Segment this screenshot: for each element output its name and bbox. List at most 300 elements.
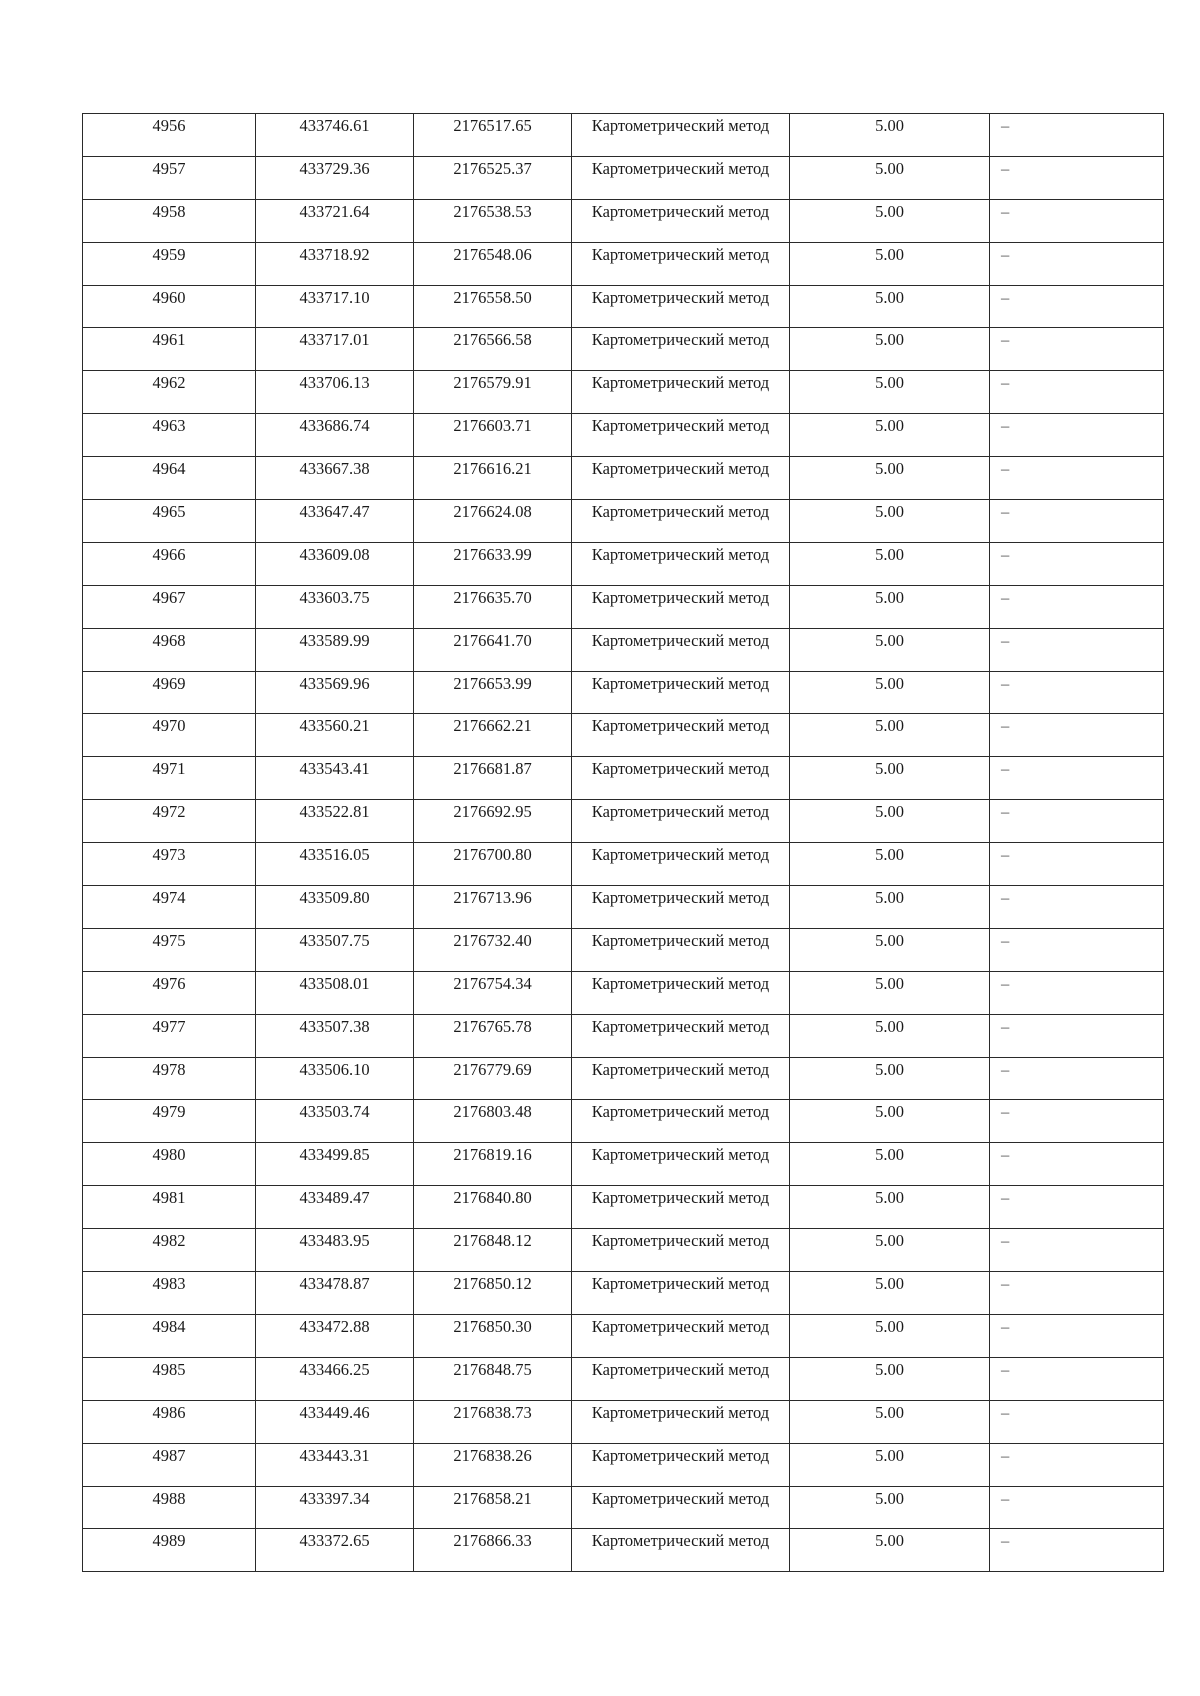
- y-coordinate-cell: [414, 800, 572, 843]
- y-coordinate-cell: [414, 199, 572, 242]
- note-cell: [990, 457, 1164, 500]
- y-coordinate-cell: [414, 1443, 572, 1486]
- x-coordinate-cell-text: 433686.74: [299, 416, 370, 436]
- method-cell: [572, 1272, 790, 1315]
- accuracy-cell-text: 5.00: [875, 1359, 904, 1379]
- y-coordinate-cell-text: 2176866.33: [453, 1531, 532, 1551]
- point-number-cell: [83, 371, 256, 414]
- x-coordinate-cell: [256, 843, 414, 886]
- note-cell-text: –: [1001, 201, 1010, 221]
- method-cell: [572, 628, 790, 671]
- x-coordinate-cell: [256, 414, 414, 457]
- y-coordinate-cell: [414, 242, 572, 285]
- accuracy-cell-text: 5.00: [875, 973, 904, 993]
- y-coordinate-cell: [414, 156, 572, 199]
- note-cell: [990, 156, 1164, 199]
- method-cell-text: Картометрический метод: [591, 759, 770, 779]
- method-cell: [572, 714, 790, 757]
- y-coordinate-cell-text: 2176819.16: [453, 1145, 532, 1165]
- note-cell: [990, 671, 1164, 714]
- method-cell: [572, 371, 790, 414]
- y-coordinate-cell-text: 2176635.70: [453, 587, 532, 607]
- method-cell-text: Картометрический метод: [591, 716, 770, 736]
- accuracy-cell-text: 5.00: [875, 502, 904, 522]
- point-number-cell-text: 4956: [152, 116, 186, 135]
- point-number-cell: [83, 585, 256, 628]
- accuracy-cell: [790, 1014, 990, 1057]
- accuracy-cell: [790, 1143, 990, 1186]
- x-coordinate-cell: [256, 457, 414, 500]
- method-cell-text: Картометрический метод: [591, 630, 770, 650]
- method-cell-text: Картометрический метод: [591, 116, 770, 135]
- point-number-cell-text: 4972: [152, 802, 186, 822]
- table-row: [83, 1057, 1164, 1100]
- point-number-cell: [83, 1143, 256, 1186]
- accuracy-cell: [790, 1486, 990, 1529]
- table-row: [83, 1272, 1164, 1315]
- point-number-cell: [83, 285, 256, 328]
- y-coordinate-cell: [414, 500, 572, 543]
- table-row: [83, 1314, 1164, 1357]
- x-coordinate-cell: [256, 500, 414, 543]
- x-coordinate-cell: [256, 886, 414, 929]
- y-coordinate-cell: [414, 886, 572, 929]
- method-cell-text: Картометрический метод: [591, 287, 770, 307]
- method-cell-text: Картометрический метод: [591, 1359, 770, 1379]
- method-cell: [572, 1443, 790, 1486]
- method-cell: [572, 457, 790, 500]
- method-cell: [572, 542, 790, 585]
- accuracy-cell: [790, 114, 990, 157]
- accuracy-cell-text: 5.00: [875, 1059, 904, 1079]
- y-coordinate-cell-text: 2176653.99: [453, 673, 532, 693]
- point-number-cell-text: 4973: [152, 845, 186, 865]
- method-cell-text: Картометрический метод: [591, 1145, 770, 1165]
- accuracy-cell: [790, 800, 990, 843]
- y-coordinate-cell-text: 2176848.75: [453, 1359, 532, 1379]
- accuracy-cell-text: 5.00: [875, 1445, 904, 1465]
- method-cell: [572, 1486, 790, 1529]
- accuracy-cell: [790, 199, 990, 242]
- method-cell-text: Картометрический метод: [591, 930, 770, 950]
- point-number-cell: [83, 628, 256, 671]
- table-row: [83, 1443, 1164, 1486]
- method-cell-text: Картометрический метод: [591, 1231, 770, 1251]
- point-number-cell: [83, 928, 256, 971]
- x-coordinate-cell: [256, 714, 414, 757]
- table-row: [83, 800, 1164, 843]
- note-cell: [990, 1186, 1164, 1229]
- accuracy-cell-text: 5.00: [875, 459, 904, 479]
- method-cell-text: Картометрический метод: [591, 673, 770, 693]
- coordinates-table-body: [83, 114, 1164, 1572]
- x-coordinate-cell: [256, 114, 414, 157]
- point-number-cell-text: 4965: [152, 502, 186, 522]
- y-coordinate-cell-text: 2176538.53: [453, 201, 532, 221]
- method-cell: [572, 328, 790, 371]
- point-number-cell-text: 4961: [152, 330, 186, 350]
- accuracy-cell-text: 5.00: [875, 544, 904, 564]
- point-number-cell-text: 4957: [152, 158, 186, 178]
- point-number-cell: [83, 242, 256, 285]
- y-coordinate-cell-text: 2176558.50: [453, 287, 532, 307]
- note-cell-text: –: [1001, 673, 1010, 693]
- y-coordinate-cell: [414, 1057, 572, 1100]
- point-number-cell: [83, 1272, 256, 1315]
- y-coordinate-cell-text: 2176858.21: [453, 1488, 532, 1508]
- x-coordinate-cell-text: 433507.75: [299, 930, 370, 950]
- point-number-cell-text: 4980: [152, 1145, 186, 1165]
- y-coordinate-cell-text: 2176850.30: [453, 1316, 532, 1336]
- point-number-cell: [83, 1443, 256, 1486]
- y-coordinate-cell-text: 2176641.70: [453, 630, 532, 650]
- y-coordinate-cell: [414, 971, 572, 1014]
- accuracy-cell: [790, 242, 990, 285]
- accuracy-cell-text: 5.00: [875, 759, 904, 779]
- x-coordinate-cell-text: 433507.38: [299, 1016, 370, 1036]
- point-number-cell: [83, 500, 256, 543]
- table-row: [83, 928, 1164, 971]
- x-coordinate-cell: [256, 671, 414, 714]
- y-coordinate-cell: [414, 757, 572, 800]
- table-row: [83, 371, 1164, 414]
- x-coordinate-cell-text: 433516.05: [299, 845, 370, 865]
- point-number-cell-text: 4968: [152, 630, 186, 650]
- point-number-cell-text: 4981: [152, 1188, 186, 1208]
- point-number-cell: [83, 800, 256, 843]
- point-number-cell-text: 4989: [152, 1531, 186, 1551]
- point-number-cell-text: 4971: [152, 759, 186, 779]
- x-coordinate-cell: [256, 1400, 414, 1443]
- point-number-cell: [83, 1229, 256, 1272]
- y-coordinate-cell-text: 2176848.12: [453, 1231, 532, 1251]
- table-row: [83, 500, 1164, 543]
- x-coordinate-cell: [256, 1443, 414, 1486]
- x-coordinate-cell-text: 433503.74: [299, 1102, 370, 1122]
- point-number-cell-text: 4969: [152, 673, 186, 693]
- point-number-cell: [83, 1186, 256, 1229]
- point-number-cell: [83, 1400, 256, 1443]
- accuracy-cell: [790, 628, 990, 671]
- method-cell-text: Картометрический метод: [591, 416, 770, 436]
- method-cell-text: Картометрический метод: [591, 1316, 770, 1336]
- table-row: [83, 1100, 1164, 1143]
- x-coordinate-cell: [256, 585, 414, 628]
- table-row: [83, 457, 1164, 500]
- point-number-cell: [83, 1314, 256, 1357]
- method-cell-text: Картометрический метод: [591, 244, 770, 264]
- point-number-cell-text: 4979: [152, 1102, 186, 1122]
- method-cell-text: Картометрический метод: [591, 973, 770, 993]
- y-coordinate-cell-text: 2176700.80: [453, 845, 532, 865]
- note-cell-text: –: [1001, 116, 1010, 135]
- accuracy-cell: [790, 1443, 990, 1486]
- method-cell-text: Картометрический метод: [591, 845, 770, 865]
- note-cell-text: –: [1001, 416, 1010, 436]
- accuracy-cell: [790, 414, 990, 457]
- x-coordinate-cell: [256, 1357, 414, 1400]
- note-cell-text: –: [1001, 244, 1010, 264]
- table-row: [83, 114, 1164, 157]
- accuracy-cell: [790, 1272, 990, 1315]
- accuracy-cell: [790, 1314, 990, 1357]
- note-cell: [990, 199, 1164, 242]
- note-cell: [990, 414, 1164, 457]
- accuracy-cell: [790, 156, 990, 199]
- accuracy-cell: [790, 1529, 990, 1572]
- x-coordinate-cell-text: 433483.95: [299, 1231, 370, 1251]
- note-cell-text: –: [1001, 1274, 1010, 1294]
- note-cell: [990, 928, 1164, 971]
- accuracy-cell-text: 5.00: [875, 330, 904, 350]
- y-coordinate-cell-text: 2176681.87: [453, 759, 532, 779]
- method-cell-text: Картометрический метод: [591, 802, 770, 822]
- y-coordinate-cell: [414, 457, 572, 500]
- method-cell: [572, 114, 790, 157]
- point-number-cell-text: 4963: [152, 416, 186, 436]
- method-cell: [572, 1057, 790, 1100]
- x-coordinate-cell-text: 433569.96: [299, 673, 370, 693]
- x-coordinate-cell-text: 433522.81: [299, 802, 370, 822]
- accuracy-cell-text: 5.00: [875, 587, 904, 607]
- note-cell: [990, 1229, 1164, 1272]
- accuracy-cell-text: 5.00: [875, 373, 904, 393]
- method-cell-text: Картометрический метод: [591, 1445, 770, 1465]
- note-cell: [990, 114, 1164, 157]
- x-coordinate-cell-text: 433397.34: [299, 1488, 370, 1508]
- point-number-cell-text: 4984: [152, 1316, 186, 1336]
- note-cell: [990, 585, 1164, 628]
- point-number-cell-text: 4962: [152, 373, 186, 393]
- point-number-cell-text: 4976: [152, 973, 186, 993]
- x-coordinate-cell: [256, 328, 414, 371]
- note-cell-text: –: [1001, 1145, 1010, 1165]
- point-number-cell-text: 4987: [152, 1445, 186, 1465]
- table-row: [83, 156, 1164, 199]
- point-number-cell: [83, 199, 256, 242]
- y-coordinate-cell: [414, 328, 572, 371]
- x-coordinate-cell-text: 433603.75: [299, 587, 370, 607]
- accuracy-cell-text: 5.00: [875, 888, 904, 908]
- note-cell-text: –: [1001, 287, 1010, 307]
- y-coordinate-cell-text: 2176603.71: [453, 416, 532, 436]
- note-cell: [990, 1486, 1164, 1529]
- document-page: [82, 113, 1163, 1572]
- note-cell-text: –: [1001, 1445, 1010, 1465]
- y-coordinate-cell: [414, 1229, 572, 1272]
- y-coordinate-cell-text: 2176525.37: [453, 158, 532, 178]
- table-row: [83, 843, 1164, 886]
- accuracy-cell: [790, 542, 990, 585]
- y-coordinate-cell-text: 2176779.69: [453, 1059, 532, 1079]
- method-cell-text: Картометрический метод: [591, 1488, 770, 1508]
- y-coordinate-cell: [414, 628, 572, 671]
- accuracy-cell-text: 5.00: [875, 1316, 904, 1336]
- note-cell-text: –: [1001, 845, 1010, 865]
- point-number-cell: [83, 1100, 256, 1143]
- point-number-cell-text: 4988: [152, 1488, 186, 1508]
- point-number-cell: [83, 328, 256, 371]
- accuracy-cell-text: 5.00: [875, 1274, 904, 1294]
- x-coordinate-cell-text: 433647.47: [299, 502, 370, 522]
- x-coordinate-cell: [256, 757, 414, 800]
- y-coordinate-cell: [414, 1014, 572, 1057]
- x-coordinate-cell: [256, 1100, 414, 1143]
- accuracy-cell-text: 5.00: [875, 416, 904, 436]
- accuracy-cell-text: 5.00: [875, 1016, 904, 1036]
- y-coordinate-cell-text: 2176754.34: [453, 973, 532, 993]
- accuracy-cell-text: 5.00: [875, 1188, 904, 1208]
- y-coordinate-cell-text: 2176548.06: [453, 244, 532, 264]
- method-cell: [572, 1014, 790, 1057]
- x-coordinate-cell: [256, 928, 414, 971]
- accuracy-cell: [790, 843, 990, 886]
- note-cell-text: –: [1001, 587, 1010, 607]
- y-coordinate-cell-text: 2176566.58: [453, 330, 532, 350]
- note-cell: [990, 542, 1164, 585]
- accuracy-cell: [790, 328, 990, 371]
- note-cell: [990, 242, 1164, 285]
- method-cell: [572, 800, 790, 843]
- method-cell: [572, 1314, 790, 1357]
- x-coordinate-cell-text: 433372.65: [299, 1531, 370, 1551]
- note-cell: [990, 1014, 1164, 1057]
- method-cell: [572, 671, 790, 714]
- method-cell: [572, 1100, 790, 1143]
- accuracy-cell: [790, 285, 990, 328]
- accuracy-cell: [790, 1357, 990, 1400]
- point-number-cell: [83, 843, 256, 886]
- x-coordinate-cell-text: 433543.41: [299, 759, 370, 779]
- accuracy-cell-text: 5.00: [875, 1488, 904, 1508]
- point-number-cell-text: 4964: [152, 459, 186, 479]
- method-cell-text: Картометрический метод: [591, 1531, 770, 1551]
- point-number-cell-text: 4966: [152, 544, 186, 564]
- point-number-cell: [83, 457, 256, 500]
- x-coordinate-cell: [256, 542, 414, 585]
- table-row: [83, 1143, 1164, 1186]
- x-coordinate-cell-text: 433609.08: [299, 544, 370, 564]
- point-number-cell: [83, 1486, 256, 1529]
- method-cell: [572, 156, 790, 199]
- method-cell: [572, 414, 790, 457]
- accuracy-cell-text: 5.00: [875, 287, 904, 307]
- table-row: [83, 1229, 1164, 1272]
- y-coordinate-cell-text: 2176713.96: [453, 888, 532, 908]
- table-row: [83, 1357, 1164, 1400]
- y-coordinate-cell: [414, 1357, 572, 1400]
- y-coordinate-cell: [414, 1400, 572, 1443]
- accuracy-cell: [790, 1100, 990, 1143]
- x-coordinate-cell: [256, 1529, 414, 1572]
- method-cell-text: Картометрический метод: [591, 1274, 770, 1294]
- y-coordinate-cell-text: 2176692.95: [453, 802, 532, 822]
- table-row: [83, 1186, 1164, 1229]
- note-cell-text: –: [1001, 544, 1010, 564]
- table-row: [83, 285, 1164, 328]
- table-row: [83, 542, 1164, 585]
- y-coordinate-cell-text: 2176579.91: [453, 373, 532, 393]
- note-cell-text: –: [1001, 1016, 1010, 1036]
- method-cell-text: Картометрический метод: [591, 459, 770, 479]
- method-cell-text: Картометрический метод: [591, 544, 770, 564]
- method-cell: [572, 585, 790, 628]
- method-cell-text: Картометрический метод: [591, 1402, 770, 1422]
- x-coordinate-cell: [256, 1272, 414, 1315]
- x-coordinate-cell-text: 433499.85: [299, 1145, 370, 1165]
- note-cell: [990, 371, 1164, 414]
- note-cell-text: –: [1001, 459, 1010, 479]
- x-coordinate-cell-text: 433506.10: [299, 1059, 370, 1079]
- accuracy-cell-text: 5.00: [875, 1402, 904, 1422]
- note-cell-text: –: [1001, 1488, 1010, 1508]
- point-number-cell-text: 4975: [152, 930, 186, 950]
- note-cell-text: –: [1001, 1531, 1010, 1551]
- note-cell: [990, 328, 1164, 371]
- x-coordinate-cell: [256, 156, 414, 199]
- y-coordinate-cell-text: 2176616.21: [453, 459, 532, 479]
- point-number-cell: [83, 971, 256, 1014]
- note-cell-text: –: [1001, 1188, 1010, 1208]
- x-coordinate-cell-text: 433706.13: [299, 373, 370, 393]
- note-cell: [990, 757, 1164, 800]
- accuracy-cell-text: 5.00: [875, 930, 904, 950]
- accuracy-cell-text: 5.00: [875, 201, 904, 221]
- note-cell: [990, 800, 1164, 843]
- accuracy-cell: [790, 714, 990, 757]
- table-row: [83, 585, 1164, 628]
- accuracy-cell: [790, 500, 990, 543]
- point-number-cell: [83, 757, 256, 800]
- x-coordinate-cell-text: 433508.01: [299, 973, 370, 993]
- note-cell-text: –: [1001, 630, 1010, 650]
- note-cell-text: –: [1001, 759, 1010, 779]
- y-coordinate-cell-text: 2176838.73: [453, 1402, 532, 1422]
- x-coordinate-cell: [256, 1143, 414, 1186]
- x-coordinate-cell: [256, 1186, 414, 1229]
- y-coordinate-cell: [414, 285, 572, 328]
- accuracy-cell: [790, 671, 990, 714]
- accuracy-cell-text: 5.00: [875, 244, 904, 264]
- method-cell: [572, 1143, 790, 1186]
- accuracy-cell: [790, 1186, 990, 1229]
- method-cell: [572, 1400, 790, 1443]
- x-coordinate-cell-text: 433729.36: [299, 158, 370, 178]
- note-cell-text: –: [1001, 973, 1010, 993]
- note-cell-text: –: [1001, 373, 1010, 393]
- y-coordinate-cell-text: 2176765.78: [453, 1016, 532, 1036]
- note-cell: [990, 1100, 1164, 1143]
- accuracy-cell-text: 5.00: [875, 716, 904, 736]
- method-cell-text: Картометрический метод: [591, 373, 770, 393]
- table-row: [83, 1400, 1164, 1443]
- method-cell-text: Картометрический метод: [591, 1188, 770, 1208]
- table-row: [83, 242, 1164, 285]
- y-coordinate-cell: [414, 1272, 572, 1315]
- note-cell: [990, 714, 1164, 757]
- accuracy-cell-text: 5.00: [875, 1145, 904, 1165]
- method-cell-text: Картометрический метод: [591, 1059, 770, 1079]
- method-cell: [572, 843, 790, 886]
- x-coordinate-cell: [256, 800, 414, 843]
- y-coordinate-cell: [414, 714, 572, 757]
- y-coordinate-cell-text: 2176838.26: [453, 1445, 532, 1465]
- y-coordinate-cell: [414, 542, 572, 585]
- method-cell: [572, 242, 790, 285]
- point-number-cell-text: 4977: [152, 1016, 186, 1036]
- method-cell: [572, 285, 790, 328]
- point-number-cell-text: 4970: [152, 716, 186, 736]
